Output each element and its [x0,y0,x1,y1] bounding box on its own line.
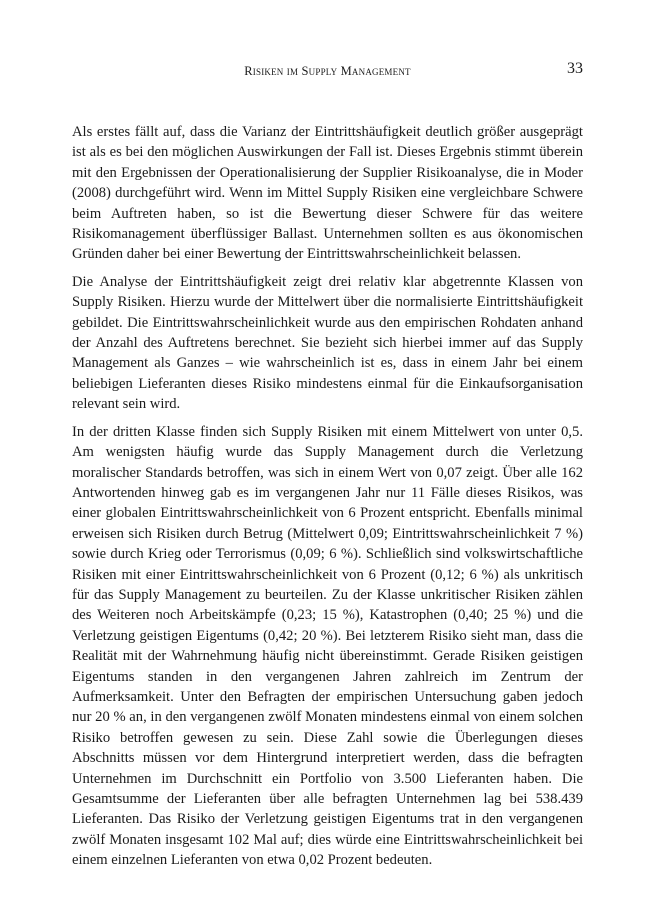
paragraph-3: In der dritten Klasse finden sich Supply Risiken mit einem Mittelwert von unter 0,5. Am wenigsten häufig wurde das Supply Management durch die Verletzung moralischer Standards betroffen, was sich in einem Wert von 0,07 zeigt. Über alle 162 Antwortenden hinweg gab es im vergangenen Jahr nur 11 Fälle dieses Risikos, was einer globalen Eintrittswahrscheinlichkeit von 6 Prozent entspricht. Ebenfalls minimal erweisen sich Risiken durch Betrug (Mittelwert 0,09; Eintrittswahrscheinlichkeit 7 %) sowie durch Krieg oder Terrorismus (0,09; 6 %). Schließlich sind volkswirtschaftliche Risiken mit einer Eintrittswahrscheinlichkeit von 6 Prozent (0,12; 6 %) als unkritisch für das Supply Management zu beurteilen. Zu der Klasse unkritischer Risiken zählen des Weiteren noch Arbeitskämpfe (0,23; 15 %), Katastrophen (0,40; 25 %) und die Verletzung geistigen Eigentums (0,42; 20 %). Bei letzterem Risiko sieht man, dass die Realität mit der Wahrnehmung häufig nicht übereinstimmt. Gerade Risiken geistigen Eigentums standen in den vergangenen Jahren zahlreich im Zentrum der Aufmerksamkeit. Unter den Befragten der empirischen Untersuchung gaben jedoch nur 20 % an, in den vergangenen zwölf Monaten mindestens einmal von einem solchen Risiko betroffen gewesen zu sein. Diese Zahl sowie die Überlegungen dieses Abschnitts müssen vor dem Hintergrund interpretiert werden, dass die befragten Unternehmen im Durchschnitt ein Portfolio von 3.500 Lieferanten haben. Die Gesamtsumme der Lieferanten über alle befragten Unternehmen lag bei 538.439 Lieferanten. Das Risiko der Verletzung geistigen Eigentums trat in den vergangenen zwölf Monaten insgesamt 102 Mal auf; dies würde eine Eintrittswahrscheinlichkeit bei einem einzelnen Lieferanten von etwa 0,02 Prozent bedeuten. [72,423,583,869]
running-title: Risiken im Supply Management [244,64,411,78]
body-text [72,122,583,878]
page-number: 33 [567,60,583,77]
paragraph-1: Als erstes fällt auf, dass die Varianz der Eintrittshäufigkeit deutlich größer ausgeprägt ist als es bei den möglichen Auswirkungen der Fall ist. Dieses Ergebnis stimmt überein mit den Ergebnissen der Operationalisierung der Supplier Risikoanalyse, die in Moder (2008) durchgeführt wird. Wenn im Mittel Supply Risiken eine vergleichbare Schwere beim Auftreten haben, so ist die Bewertung dieser Schwere für das weitere Risikomanagement überflüssiger Ballast. Unternehmen sollten es aus ökonomischen Gründen daher bei einer Bewertung der Eintrittswahrscheinlichkeit belassen. [72,124,583,263]
paragraph-2: Die Analyse der Eintrittshäufigkeit zeigt drei relativ klar abgetrennte Klassen von Supply Risiken. Hierzu wurde der Mittelwert über die normalisierte Eintrittshäufigkeit gebildet. Die Eintrittswahrscheinlichkeit wurde aus den empirischen Rohdaten anhand der Anzahl des Auftretens berechnet. Sie bezieht sich hierbei immer auf das Supply Management als Ganzes – wie wahrscheinlich ist es, dass in einem Jahr bei einem beliebigen Lieferanten dieses Risiko mindestens einmal für die Einkaufsorganisation relevant sein wird. [72,273,583,413]
running-header [72,60,583,82]
